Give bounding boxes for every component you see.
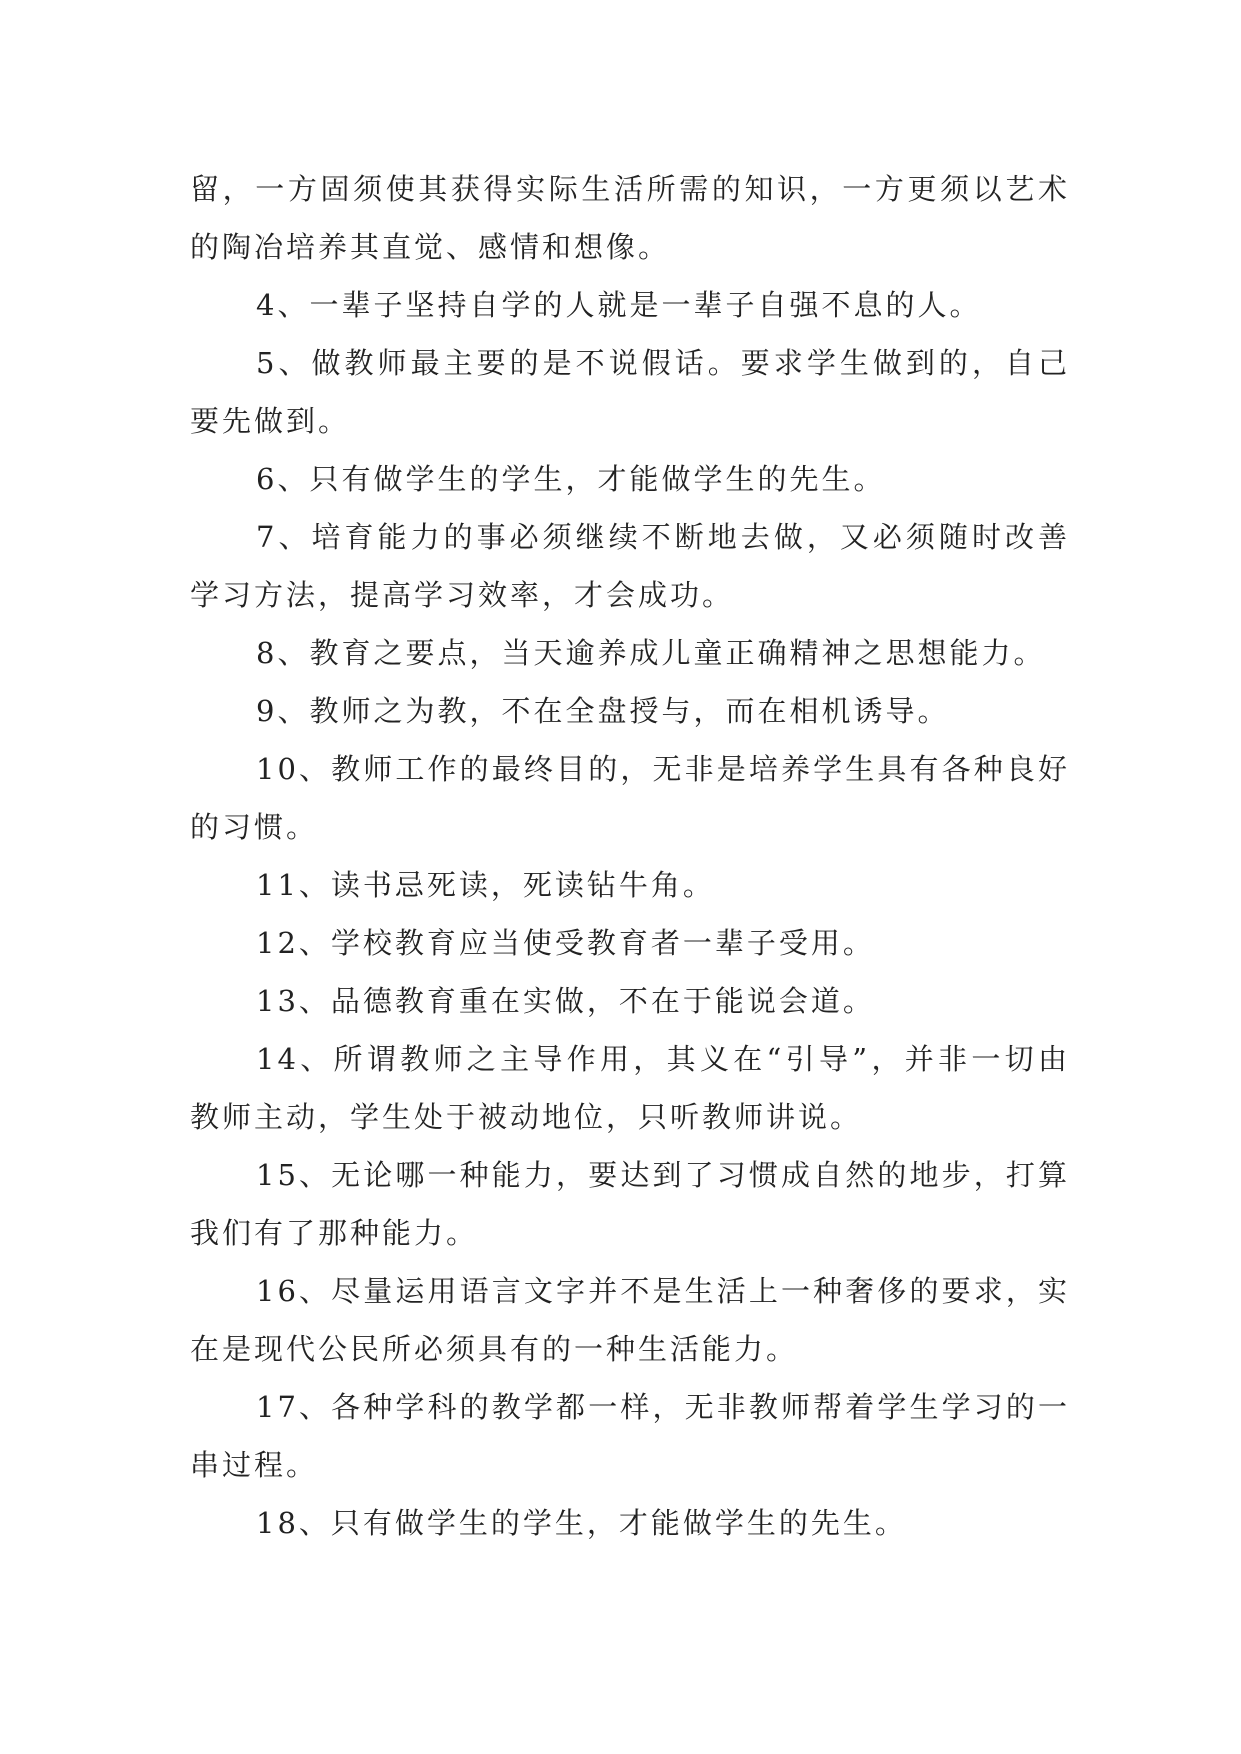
quote-item-5: 5、做教师最主要的是不说假话。要求学生做到的，自己要先做到。: [190, 346, 1070, 438]
paragraph-continuation: 留，一方固须使其获得实际生活所需的知识，一方更须以艺术的陶冶培养其直觉、感情和想像。: [190, 172, 1070, 264]
quote-item-14: 14、所谓教师之主导作用，其义在“引导”，并非一切由教师主动，学生处于被动地位，只听教师讲说。: [190, 1042, 1070, 1134]
quote-item-17: 17、各种学科的教学都一样，无非教师帮着学生学习的一串过程。: [190, 1390, 1070, 1482]
quote-item-7: 7、培育能力的事必须继续不断地去做，又必须随时改善学习方法，提高学习效率，才会成功。: [190, 520, 1070, 612]
quote-item-12: 12、学校教育应当使受教育者一辈子受用。: [256, 926, 875, 960]
quote-item-18: 18、只有做学生的学生，才能做学生的先生。: [256, 1506, 907, 1540]
quote-item-16: 16、尽量运用语言文字并不是生活上一种奢侈的要求，实在是现代公民所必须具有的一种生活能力。: [190, 1274, 1070, 1366]
quote-item-8: 8、教育之要点，当天逾养成儿童正确精神之思想能力。: [256, 636, 1046, 670]
quote-item-6: 6、只有做学生的学生，才能做学生的先生。: [256, 462, 886, 496]
quote-item-11: 11、读书忌死读，死读钻牛角。: [256, 868, 715, 902]
quote-item-9: 9、教师之为教，不在全盘授与，而在相机诱导。: [256, 694, 950, 728]
quote-item-10: 10、教师工作的最终目的，无非是培养学生具有各种良好的习惯。: [190, 752, 1070, 844]
document-body: [190, 160, 1070, 1552]
quote-item-13: 13、品德教育重在实做，不在于能说会道。: [256, 984, 875, 1018]
quote-item-15: 15、无论哪一种能力，要达到了习惯成自然的地步，打算我们有了那种能力。: [190, 1158, 1070, 1250]
quote-item-4: 4、一辈子坚持自学的人就是一辈子自强不息的人。: [256, 288, 982, 322]
